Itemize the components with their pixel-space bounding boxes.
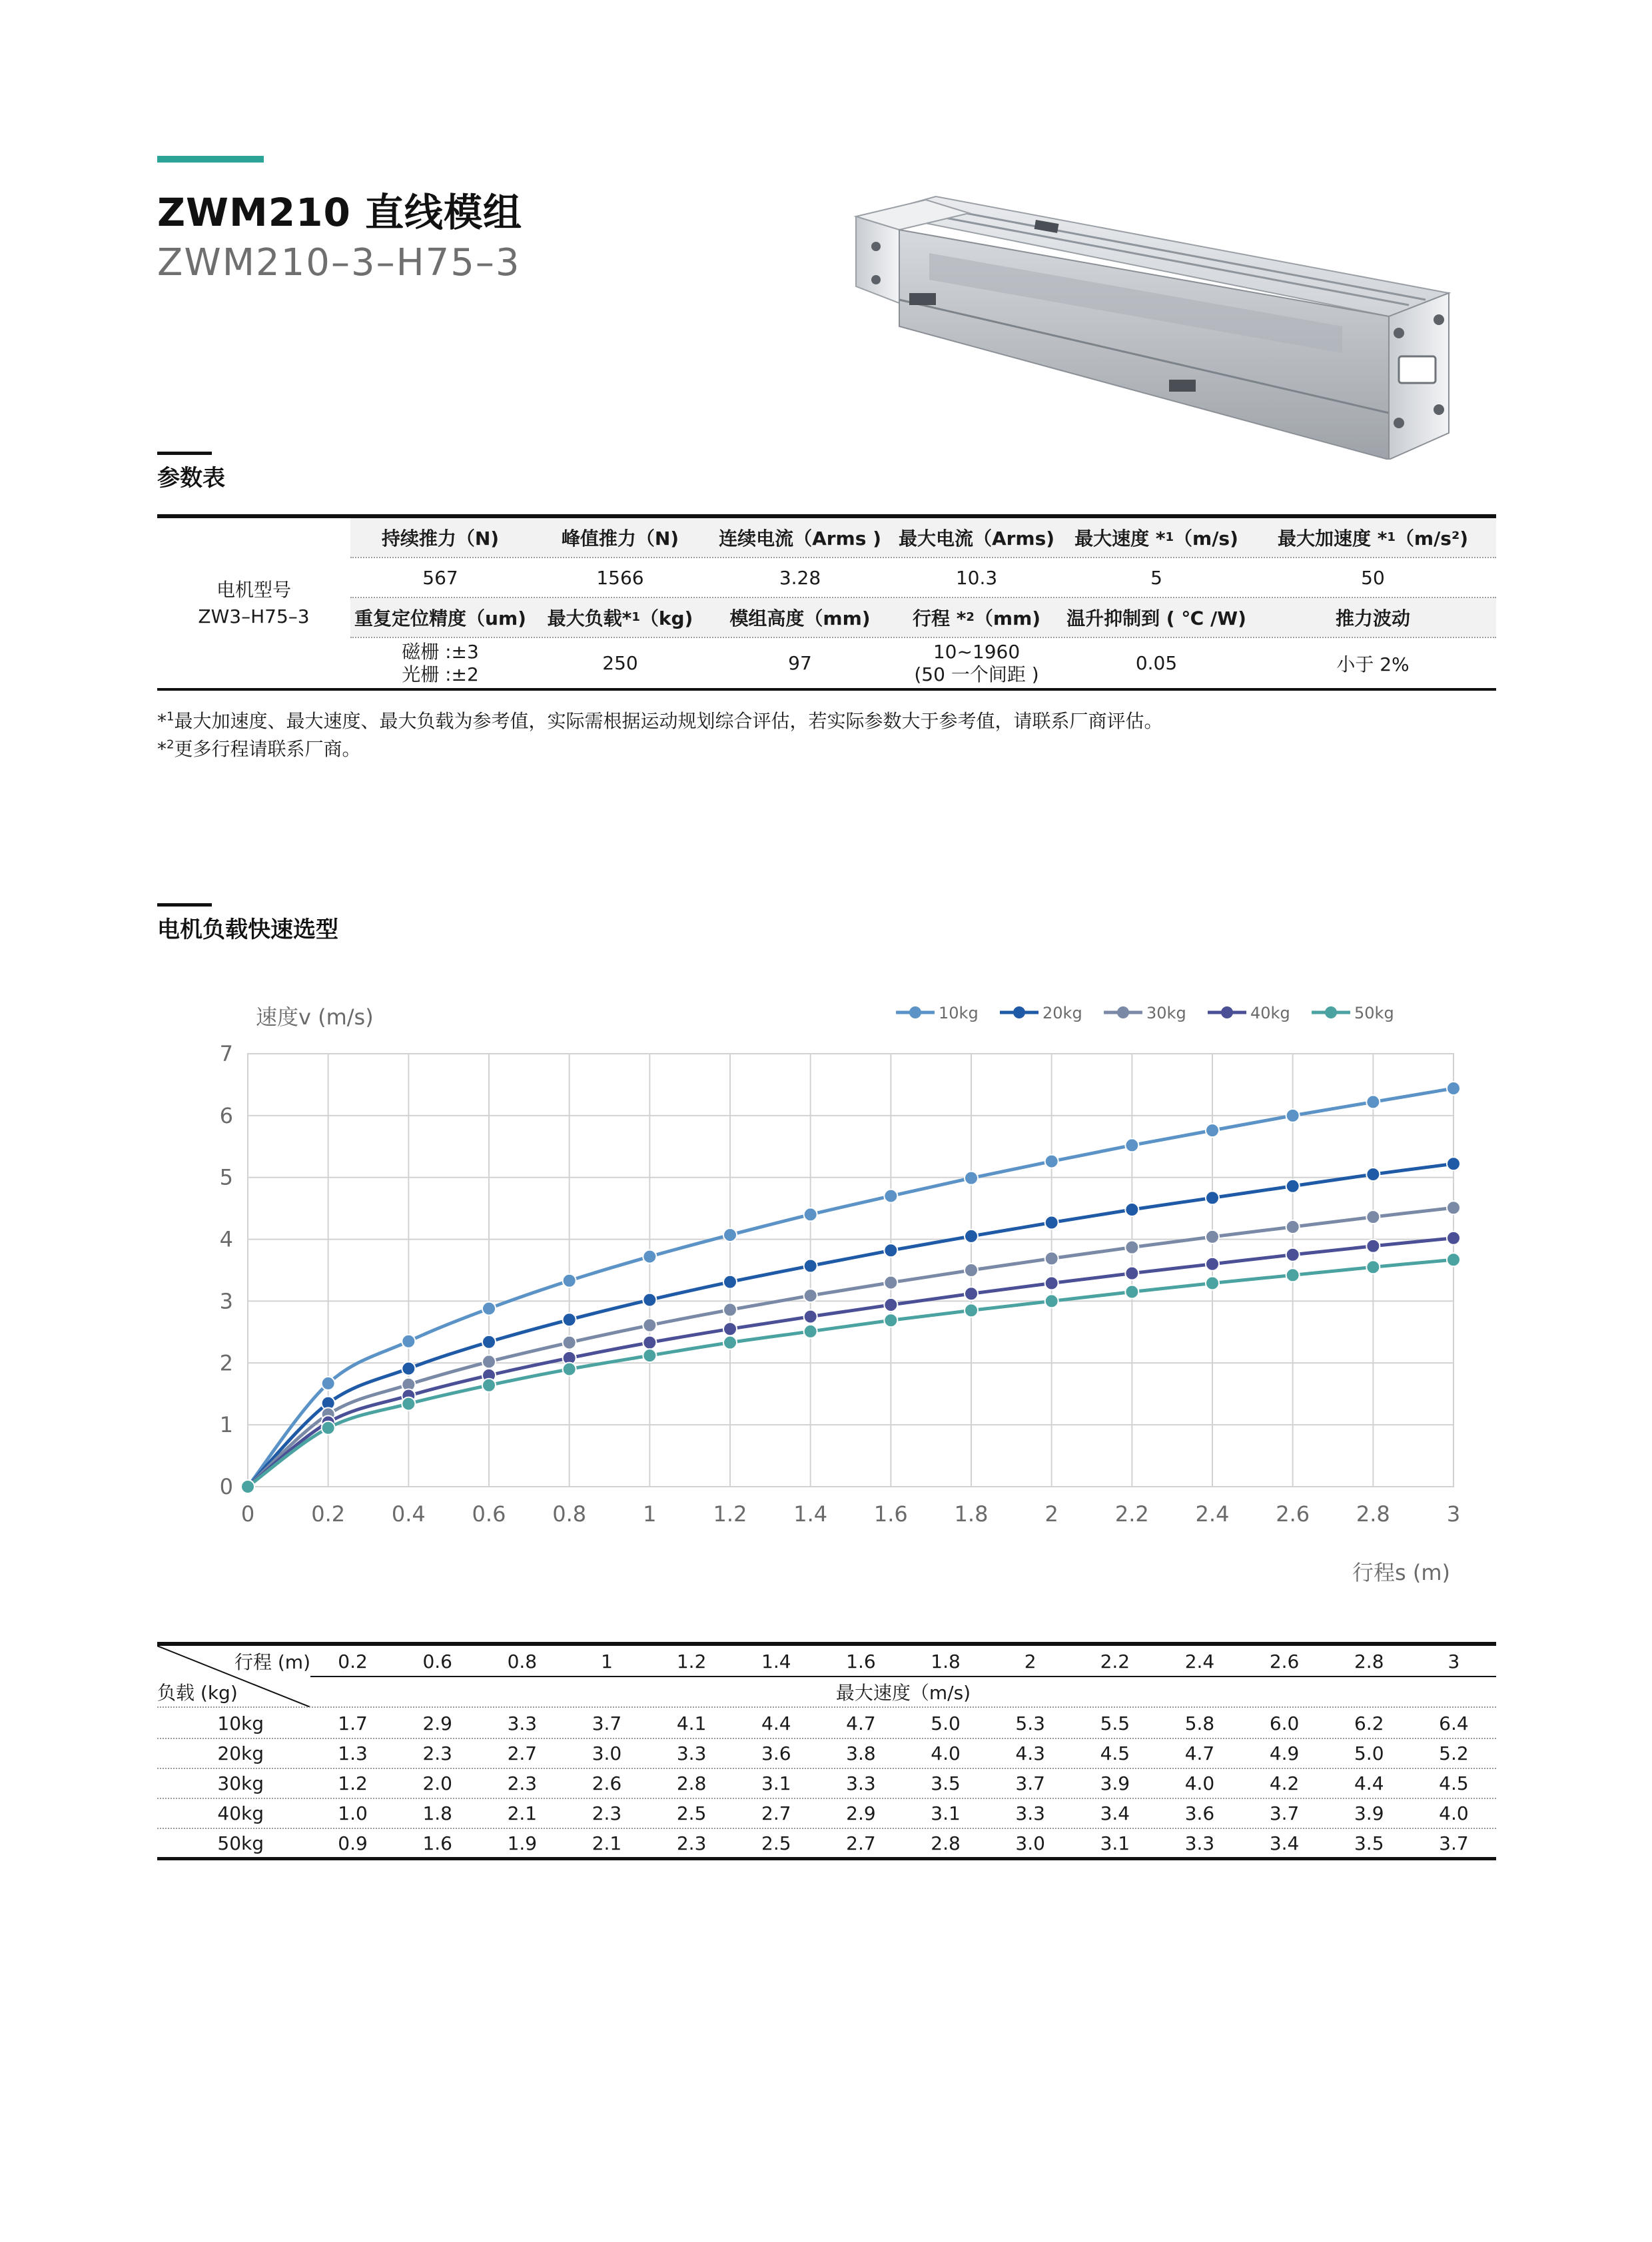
stroke-value: 2.8: [1354, 1650, 1384, 1673]
y-tick-label: 1: [219, 1412, 233, 1438]
params-table: [350, 518, 1496, 688]
data-point-30kg: [884, 1276, 897, 1290]
data-point-10kg: [643, 1250, 656, 1264]
stroke-value: 0.6: [422, 1650, 452, 1673]
speed-value: 2.5: [761, 1832, 791, 1854]
x-tick-label: 1: [643, 1501, 657, 1527]
speed-value: 6.0: [1269, 1712, 1300, 1734]
speed-value: 3.1: [761, 1772, 791, 1794]
data-point-50kg: [482, 1379, 496, 1392]
load-value: 30kg: [217, 1772, 264, 1794]
data-point-10kg: [482, 1302, 496, 1315]
speed-value: 2.5: [676, 1802, 707, 1824]
params-header-row-1: [350, 518, 1496, 557]
data-point-40kg: [723, 1322, 737, 1335]
x-tick-label: 1.2: [713, 1501, 747, 1527]
speed-value: 2.7: [507, 1742, 538, 1764]
param-value: 0.05: [1135, 652, 1178, 674]
data-point-50kg: [1447, 1253, 1460, 1266]
speed-value: 4.1: [676, 1712, 707, 1734]
speed-value: 3.7: [592, 1712, 622, 1734]
y-tick-label: 7: [219, 1041, 233, 1066]
param-value: 567: [422, 566, 458, 589]
data-point-10kg: [563, 1274, 576, 1288]
y-tick-label: 3: [219, 1288, 233, 1314]
speed-value: 5.0: [1354, 1742, 1384, 1764]
legend-label: 50kg: [1354, 1004, 1394, 1022]
param-value: 250: [602, 652, 638, 674]
speed-value: 3.5: [931, 1772, 961, 1794]
load-header-row: [157, 1677, 1496, 1707]
speed-value: 2.8: [676, 1772, 707, 1794]
speed-value: 3.9: [1100, 1772, 1130, 1794]
speed-row-20kg: [157, 1738, 1496, 1768]
param-value: 小于 2%: [1336, 653, 1410, 675]
speed-value: 1.0: [338, 1802, 368, 1824]
param-value: 1566: [596, 566, 644, 589]
x-tick-label: 2.8: [1356, 1501, 1390, 1527]
data-point-40kg: [1206, 1258, 1219, 1271]
speed-value: 3.9: [1354, 1802, 1384, 1824]
data-point-10kg: [402, 1335, 415, 1348]
stroke-value: 1.6: [846, 1650, 876, 1673]
x-tick-label: 1.4: [793, 1501, 828, 1527]
speed-value: 0.9: [338, 1832, 368, 1854]
speed-row-40kg: [157, 1798, 1496, 1828]
speed-value: 2.8: [931, 1832, 961, 1854]
data-point-20kg: [402, 1362, 415, 1375]
legend-marker: [1325, 1006, 1337, 1018]
legend-marker: [1221, 1006, 1233, 1018]
speed-value: 2.3: [592, 1802, 622, 1824]
y-axis-label: 速度v (m/s): [256, 1004, 374, 1030]
data-point-20kg: [1125, 1203, 1138, 1216]
data-point-30kg: [1206, 1230, 1219, 1244]
params-value-row-1: [350, 558, 1496, 597]
data-point-30kg: [1366, 1210, 1380, 1224]
footnote-1: *$^1$最大加速度、最大速度、最大负载为参考值，实际需根据运动规划综合评估，若实际参数大于参考值，请联系厂商评估。: [157, 709, 1163, 732]
param-header: 重复定位精度（um): [354, 607, 526, 629]
speed-value: 2.6: [592, 1772, 622, 1794]
data-point-50kg: [563, 1363, 576, 1376]
param-value: 磁栅 :±3 光栅 :±2: [402, 640, 479, 685]
stroke-value: 2.2: [1100, 1650, 1130, 1673]
stroke-value: 0.8: [507, 1650, 538, 1673]
speed-value: 1.7: [338, 1712, 368, 1734]
speed-value: 5.5: [1100, 1712, 1130, 1734]
stroke-value: 1: [601, 1650, 613, 1673]
speed-row-10kg: [157, 1708, 1496, 1738]
legend-marker: [1013, 1006, 1025, 1018]
speed-row-30kg: [157, 1768, 1496, 1798]
stroke-value: 2: [1024, 1650, 1036, 1673]
params-table-bottom-rule: [157, 688, 1496, 691]
data-point-50kg: [804, 1325, 817, 1338]
data-point-40kg: [804, 1310, 817, 1323]
data-point-20kg: [482, 1335, 496, 1349]
stroke-label: 行程 (m): [234, 1651, 310, 1673]
data-point-10kg: [322, 1377, 335, 1390]
speed-value: 1.2: [338, 1772, 368, 1794]
speed-value: 2.3: [507, 1772, 538, 1794]
param-header: 推力波动: [1335, 607, 1410, 629]
speed-value: 2.0: [422, 1772, 452, 1794]
data-point-20kg: [563, 1313, 576, 1326]
x-tick-label: 0.6: [472, 1501, 506, 1527]
x-axis-label: 行程s (m): [1352, 1560, 1450, 1585]
param-value: 3.28: [779, 566, 821, 589]
param-value: 10~1960 (50 一个间距 ): [914, 640, 1039, 685]
data-point-20kg: [965, 1230, 978, 1243]
speed-value: 2.1: [507, 1802, 538, 1824]
x-tick-label: 1.8: [954, 1501, 989, 1527]
speed-value: 4.0: [1184, 1772, 1215, 1794]
speed-value: 3.3: [846, 1772, 876, 1794]
speed-value: 4.0: [1439, 1802, 1469, 1824]
legend-label: 10kg: [939, 1004, 979, 1022]
param-header: 最大速度 * 1 （m/s): [1074, 528, 1238, 550]
page-subtitle: ZWM210–3–H75–3: [157, 241, 521, 284]
footnotes: [157, 707, 1162, 763]
param-header: 峰值推力（N): [561, 528, 679, 550]
x-tick-label: 0: [240, 1501, 255, 1527]
data-point-30kg: [965, 1264, 978, 1277]
data-point-50kg: [1206, 1277, 1219, 1290]
data-point-50kg: [322, 1421, 335, 1435]
load-value: 50kg: [217, 1832, 264, 1854]
chart-section-title: 电机负载快速选型: [157, 917, 338, 943]
data-point-10kg: [884, 1190, 897, 1203]
x-tick-label: 1.6: [873, 1501, 908, 1527]
speed-stroke-chart: [200, 986, 1492, 1599]
y-tick-label: 5: [219, 1164, 233, 1190]
stroke-value: 1.4: [761, 1650, 791, 1673]
speed-value: 3.1: [1100, 1832, 1130, 1854]
param-header: 最大电流（Arms): [898, 528, 1055, 550]
data-point-10kg: [1125, 1138, 1138, 1152]
motor-model-label: 电机型号: [216, 578, 291, 601]
param-header: 温升抑制到 ( ℃ /W): [1066, 607, 1246, 629]
x-tick-label: 0.4: [391, 1501, 426, 1527]
speed-value: 2.1: [592, 1832, 622, 1854]
data-point-10kg: [1206, 1124, 1219, 1137]
speed-value: 5.3: [1015, 1712, 1045, 1734]
x-tick-label: 2.4: [1195, 1501, 1230, 1527]
page-title: ZWM210 直线模组: [157, 190, 523, 235]
params-section-rule: [157, 452, 212, 455]
data-point-30kg: [804, 1289, 817, 1302]
x-tick-label: 2.6: [1276, 1501, 1310, 1527]
speed-value: 4.7: [846, 1712, 876, 1734]
y-tick-label: 4: [219, 1226, 233, 1252]
data-point-50kg: [1286, 1268, 1300, 1282]
speed-value: 3.8: [846, 1742, 876, 1764]
legend-label: 40kg: [1250, 1004, 1290, 1022]
speed-value: 1.3: [338, 1742, 368, 1764]
param-header: 连续电流（Arms ): [719, 528, 881, 550]
max-speed-label: 最大速度（m/s): [835, 1682, 971, 1704]
x-tick-label: 2.2: [1114, 1501, 1149, 1527]
data-point-10kg: [804, 1208, 817, 1221]
speed-value: 4.7: [1184, 1742, 1215, 1764]
speed-value: 2.9: [422, 1712, 452, 1734]
stroke-value: 0.2: [338, 1650, 368, 1673]
speed-value: 6.4: [1439, 1712, 1469, 1734]
speed-value: 4.4: [1354, 1772, 1384, 1794]
data-point-40kg: [643, 1336, 656, 1349]
param-header: 模组高度（mm): [729, 607, 871, 629]
y-tick-label: 6: [219, 1102, 233, 1128]
load-value: 10kg: [217, 1712, 264, 1734]
params-header-row-2: [350, 598, 1496, 637]
param-header: 最大加速度 * 1 （m/s²): [1277, 528, 1469, 550]
data-point-10kg: [723, 1228, 737, 1242]
speed-value: 2.7: [846, 1832, 876, 1854]
speed-row-50kg: [157, 1828, 1496, 1858]
data-point-50kg: [965, 1304, 978, 1317]
data-point-40kg: [1447, 1232, 1460, 1245]
data-point-50kg: [241, 1480, 254, 1493]
x-tick-label: 3: [1446, 1501, 1461, 1527]
speed-value: 3.3: [1184, 1832, 1215, 1854]
speed-value: 1.8: [422, 1802, 452, 1824]
data-point-50kg: [1045, 1294, 1058, 1308]
param-value: 50: [1361, 566, 1385, 589]
data-point-40kg: [965, 1287, 978, 1300]
speed-value: 5.0: [931, 1712, 961, 1734]
data-point-20kg: [1286, 1180, 1300, 1193]
motor-model-value: ZW3–H75–3: [198, 605, 310, 627]
param-header: 持续推力（N): [381, 528, 500, 550]
load-value: 20kg: [217, 1742, 264, 1764]
data-point-20kg: [884, 1244, 897, 1257]
footnote-2: *$^2$更多行程请联系厂商。: [157, 737, 361, 760]
stroke-value: 1.8: [931, 1650, 961, 1673]
speed-value: 4.2: [1269, 1772, 1300, 1794]
stroke-header-row: [157, 1646, 1496, 1677]
speed-value: 2.7: [761, 1802, 791, 1824]
legend-marker: [909, 1006, 921, 1018]
speed-value: 4.3: [1015, 1742, 1045, 1764]
speed-value: 3.3: [507, 1712, 538, 1734]
data-point-10kg: [1366, 1095, 1380, 1108]
data-point-30kg: [1286, 1220, 1300, 1234]
speed-value: 2.3: [676, 1832, 707, 1854]
stroke-value: 1.2: [676, 1650, 707, 1673]
product-image: [836, 193, 1455, 460]
speed-value: 2.9: [846, 1802, 876, 1824]
legend-label: 20kg: [1042, 1004, 1082, 1022]
data-point-50kg: [1366, 1260, 1380, 1274]
speed-value: 3.6: [1184, 1802, 1215, 1824]
data-point-30kg: [1447, 1201, 1460, 1214]
data-point-20kg: [804, 1260, 817, 1273]
data-point-10kg: [1045, 1155, 1058, 1168]
data-point-40kg: [1366, 1240, 1380, 1253]
data-point-20kg: [1206, 1191, 1219, 1204]
speed-value: 3.6: [761, 1742, 791, 1764]
x-tick-label: 0.2: [311, 1501, 346, 1527]
y-tick-label: 2: [219, 1350, 233, 1376]
speed-value: 3.7: [1015, 1772, 1045, 1794]
x-tick-label: 2: [1044, 1501, 1058, 1527]
speed-value: 3.3: [676, 1742, 707, 1764]
data-point-30kg: [643, 1319, 656, 1332]
stroke-value: 2.4: [1184, 1650, 1215, 1673]
data-point-20kg: [643, 1294, 656, 1307]
param-header: 行程 * 2 （mm): [912, 607, 1041, 629]
data-point-20kg: [1366, 1168, 1380, 1181]
speed-value: 2.3: [422, 1742, 452, 1764]
speed-table-bottom-rule: [157, 1857, 1496, 1860]
data-point-30kg: [563, 1336, 576, 1349]
load-value: 40kg: [217, 1802, 264, 1824]
data-point-30kg: [723, 1303, 737, 1316]
data-point-50kg: [884, 1313, 897, 1327]
speed-value: 4.5: [1439, 1772, 1469, 1794]
stroke-value: 3: [1447, 1650, 1460, 1673]
data-point-30kg: [1045, 1252, 1058, 1265]
speed-value: 3.3: [1015, 1802, 1045, 1824]
speed-value: 3.4: [1269, 1832, 1300, 1854]
speed-value: 4.0: [931, 1742, 961, 1764]
data-point-20kg: [723, 1276, 737, 1289]
data-point-50kg: [1125, 1286, 1138, 1299]
legend-marker: [1117, 1006, 1129, 1018]
speed-value: 1.6: [422, 1832, 452, 1854]
speed-value: 3.0: [1015, 1832, 1045, 1854]
data-point-50kg: [402, 1397, 415, 1411]
speed-value: 4.5: [1100, 1742, 1130, 1764]
params-section-title: 参数表: [157, 465, 225, 492]
param-value: 10.3: [955, 566, 998, 589]
data-point-30kg: [1125, 1241, 1138, 1254]
data-point-40kg: [1045, 1277, 1058, 1290]
speed-value: 4.9: [1269, 1742, 1300, 1764]
speed-value: 4.4: [761, 1712, 791, 1734]
x-tick-label: 0.8: [552, 1501, 587, 1527]
data-point-40kg: [1286, 1248, 1300, 1262]
speed-value: 3.4: [1100, 1802, 1130, 1824]
speed-value: 5.8: [1184, 1712, 1215, 1734]
motor-model-cell: [157, 518, 350, 688]
chart-canvas: [200, 986, 1492, 1599]
legend-label: 30kg: [1146, 1004, 1186, 1022]
data-point-10kg: [1286, 1109, 1300, 1122]
data-point-10kg: [1447, 1082, 1460, 1095]
data-point-20kg: [1045, 1216, 1058, 1230]
data-point-30kg: [482, 1355, 496, 1368]
params-value-row-2: [350, 638, 1496, 688]
speed-value: 3.7: [1269, 1802, 1300, 1824]
data-point-50kg: [643, 1349, 656, 1362]
data-point-50kg: [723, 1336, 737, 1349]
speed-value: 3.7: [1439, 1832, 1469, 1854]
y-tick-label: 0: [219, 1474, 233, 1499]
speed-value: 3.5: [1354, 1832, 1384, 1854]
load-label: 负载 (kg): [157, 1682, 238, 1704]
speed-value: 1.9: [507, 1832, 538, 1854]
data-point-20kg: [1447, 1157, 1460, 1170]
data-point-40kg: [1125, 1267, 1138, 1280]
param-value: 97: [788, 652, 812, 674]
param-header: 最大负载* 1 （kg): [547, 607, 693, 629]
speed-value: 3.1: [931, 1802, 961, 1824]
param-value: 5: [1150, 566, 1162, 589]
speed-value: 3.0: [592, 1742, 622, 1764]
speed-value: 6.2: [1354, 1712, 1384, 1734]
chart-section-rule: [157, 903, 212, 907]
speed-value: 5.2: [1439, 1742, 1469, 1764]
data-point-10kg: [965, 1172, 978, 1185]
title-accent-bar: [157, 156, 264, 163]
stroke-value: 2.6: [1269, 1650, 1300, 1673]
data-point-40kg: [884, 1298, 897, 1311]
